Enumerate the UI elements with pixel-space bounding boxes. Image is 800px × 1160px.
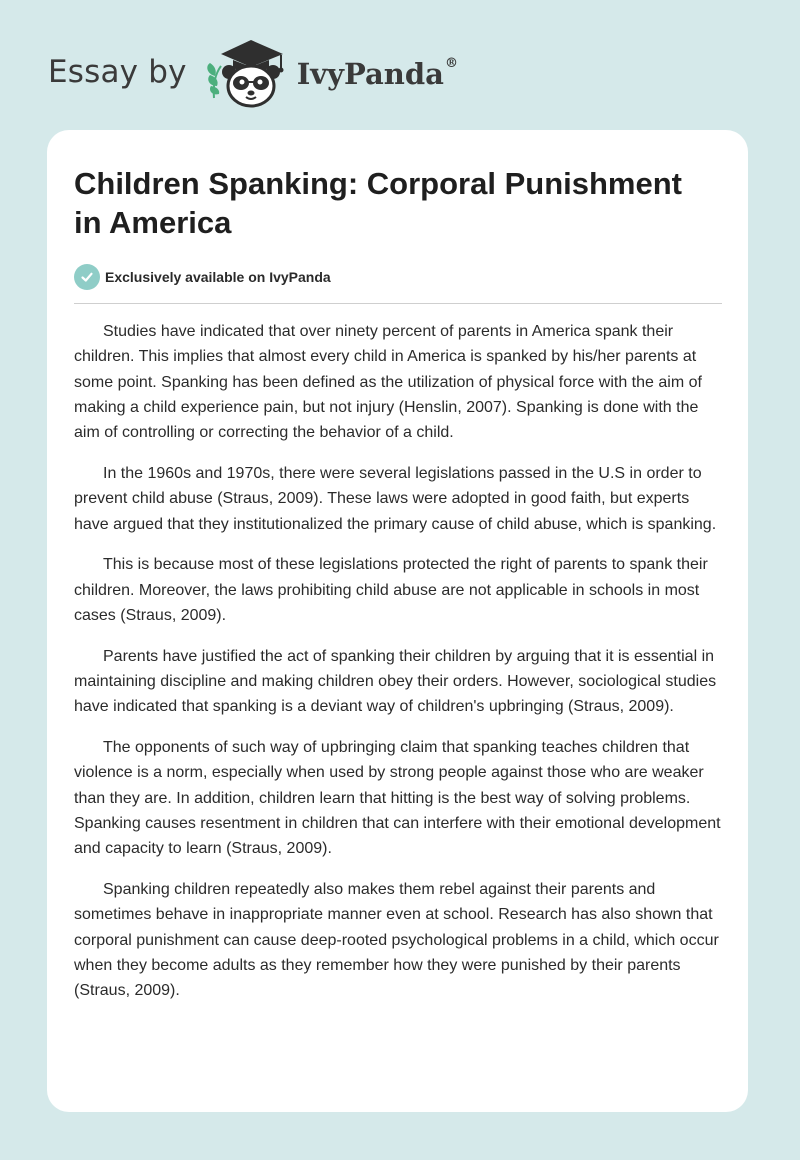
exclusive-badge-label: Exclusively available on IvyPanda	[105, 269, 331, 285]
paragraph: The opponents of such way of upbringing claim that spanking teaches children that violence is a norm, especially when used by strong people against those who are weaker than they are. In addition, children learn that hitting is the best way of solving problems. Spanking causes resentment in children that can interfere with their emotional development and capacity to learn (Straus, 2009).	[74, 739, 721, 858]
paragraph: Spanking children repeatedly also makes them rebel against their parents and sometimes behave in inappropriate manner even at school. Research has also shown that corporal punishment can cause deep-rooted psychological problems in a child, which occur when they become adults as they remember how they were punished by their parents (Straus, 2009).	[74, 881, 719, 1000]
panda-graduation-cap-icon[interactable]	[201, 36, 293, 108]
registered-mark: ®	[444, 56, 458, 72]
paragraph: Studies have indicated that over ninety percent of parents in America spank their children. This implies that almost every child in America is spanked by his/her parents at some point. Spanking has been defined as the utilization of physical force with the aim of making a child experience pain, but not injury (Henslin, 2007). Spanking is done with the aim of controlling or correcting the behavior of a child.	[74, 323, 702, 442]
brand-name[interactable]	[297, 57, 458, 91]
paragraph: In the 1960s and 1970s, there were several legislations passed in the U.S in order to prevent child abuse (Straus, 2009). These laws were adopted in good faith, but experts have argued that they institutionalized the primary cause of child abuse, which is spanking.	[74, 464, 717, 533]
divider	[74, 303, 722, 304]
paragraph: Parents have justified the act of spanking their children by arguing that it is essential in maintaining discipline and making children obey their orders. However, sociological studies have indicated that spanking is a deviant way of children's upbringing (Straus, 2009).	[74, 647, 717, 716]
essay-title: Children Spanking: Corporal Punishment in America	[74, 166, 682, 240]
essay-body	[74, 319, 724, 1019]
brand-name-text: IvyPanda	[296, 57, 444, 91]
exclusive-badge	[74, 264, 331, 290]
site-header	[48, 36, 458, 108]
paragraph: This is because most of these legislations protected the right of parents to spank their children. Moreover, the laws prohibiting child abuse are not applicable in schools in most cases (Straus, 2009).	[74, 556, 708, 624]
essay-card	[47, 130, 748, 1112]
essay-by-label: Essay by	[48, 54, 187, 90]
check-circle-icon	[74, 264, 100, 290]
